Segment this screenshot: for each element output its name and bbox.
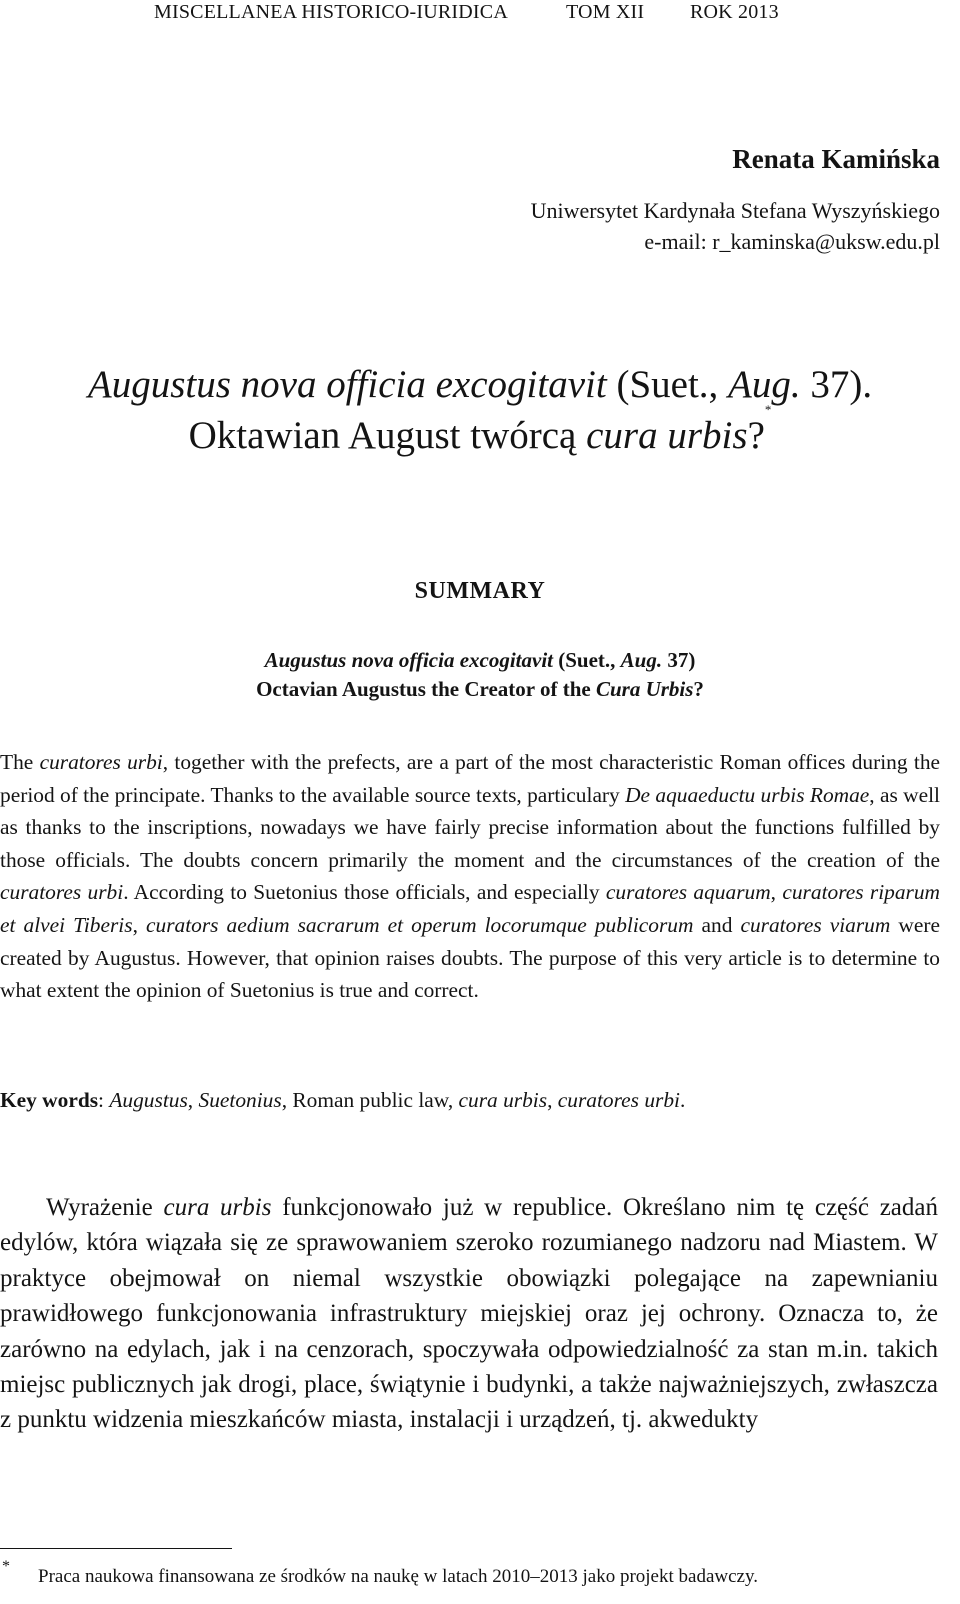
abstract-paragraph xyxy=(0,746,940,1007)
summary-title-line-2 xyxy=(0,677,960,702)
text-run: , xyxy=(547,1088,558,1112)
footnote-divider xyxy=(0,1548,232,1549)
footnote-text: Praca naukowa finansowana ze środków na naukę w latach 2010–2013 jako projekt badawczy. xyxy=(38,1566,758,1587)
summary-title2-roman: Octavian Augustus the Creator of the xyxy=(256,677,596,701)
text-run: , xyxy=(132,912,146,937)
keywords-label: Key words xyxy=(0,1088,99,1112)
text-run: funkcjonowało już w republice. Określano nim tę część zadań edylów, która wiązała się ze sprawowaniem szeroko rozumianego nadzoru nad Miastem. W praktyce obejmował on niemal wszystkie obowiązki polegające na zapewnianiu prawidłowego funkcjonowania infrastruktury miejskiej oraz jej ochrony. Oznacza to, że zarówno na edylach, jak i na cenzorach, spoczywała odpowiedzialność za stan m.in. takich miejsc publicznych jak drogi, place, świątynie i budynki, a także najważniejszych, zwłaszcza z punktu widzenia mieszkańców miasta, instalacji i urządzeń, tj. akwedukty xyxy=(0,1194,938,1434)
text-run: and xyxy=(693,912,741,937)
text-run: , Roman public law, xyxy=(281,1088,459,1112)
summary-title-line-1 xyxy=(0,648,960,673)
summary-title-italic: Augustus nova officia excogitavit xyxy=(264,648,553,672)
author-name: Renata Kamińska xyxy=(732,144,940,174)
text-run: Augustus xyxy=(109,1088,188,1112)
body-paragraph xyxy=(0,1190,938,1438)
title-line2-italic: cura urbis xyxy=(586,414,748,457)
text-run: Wyrażenie xyxy=(46,1194,164,1221)
text-run: De aquaeductu urbis Romae xyxy=(625,782,870,807)
summary-title-aug: Aug. xyxy=(620,648,663,672)
summary-title2-end: ? xyxy=(693,677,704,701)
text-run: . xyxy=(679,1088,686,1112)
article-title-line-2 xyxy=(0,402,960,458)
text-run: curatores aquarum xyxy=(605,880,771,905)
running-header xyxy=(0,0,960,30)
summary-title-end: 37) xyxy=(662,648,696,672)
text-run: cura urbis xyxy=(458,1088,548,1112)
summary-title2-italic: Cura Urbis xyxy=(595,677,694,701)
title-line2-roman: Oktawian August twórcą xyxy=(188,414,587,457)
title-aug: Aug. xyxy=(728,363,801,406)
text-run: cura urbis xyxy=(163,1194,272,1221)
text-run: curatores viarum xyxy=(740,912,891,937)
title-italic: Augustus nova officia excogitavit xyxy=(87,363,607,406)
keywords-line xyxy=(0,1088,940,1113)
text-run: The xyxy=(0,750,40,774)
title-footnote-mark: * xyxy=(764,402,772,417)
publication-year: ROK 2013 xyxy=(690,1,779,23)
title-line2-end: ? xyxy=(747,414,765,457)
author-affiliation: Uniwersytet Kardynała Stefana Wyszyńskiego xyxy=(530,198,940,223)
text-run: , together with the prefects, are a part of the most characteristic Roman offices during the period of the principate. Thanks to the available source texts, particulary xyxy=(0,750,941,807)
summary-heading: SUMMARY xyxy=(414,578,546,604)
text-run: curatores riparum et alvei Tiberis xyxy=(0,880,941,937)
text-run: , xyxy=(187,1088,199,1112)
author-email: e-mail: r_kaminska@uksw.edu.pl xyxy=(644,229,940,254)
text-run: curatores urbi xyxy=(0,880,124,905)
article-title-line-1 xyxy=(0,362,960,407)
journal-name: MISCELLANEA HISTORICO-IURIDICA xyxy=(154,1,508,23)
volume-number: TOM XII xyxy=(566,1,645,23)
text-run: , xyxy=(770,880,783,905)
text-run: curatores urbi xyxy=(557,1088,680,1112)
footnote-mark: * xyxy=(2,1558,10,1575)
text-run: curatores urbi xyxy=(39,750,163,774)
text-run: , as well as thanks to the inscriptions, nowadays we have fairly precise information about the functions fulfilled by those officials. The doubts concern primarily the moment and the circumstances of the creation of the xyxy=(0,782,940,872)
title-end: 37). xyxy=(800,363,873,406)
text-run: curators aedium sacrarum et operum locorumque publicorum xyxy=(146,912,694,937)
text-run: . According to Suetonius those officials, and especially xyxy=(123,880,606,905)
title-roman: (Suet., xyxy=(606,363,729,406)
summary-title-roman: (Suet., xyxy=(553,648,621,672)
text-run: Suetonius xyxy=(198,1088,282,1112)
text-run: were created by Augustus. However, that opinion raises doubts. The purpose of this very article is to determine to what extent the opinion of Suetonius is true and correct. xyxy=(0,912,940,1003)
text-run: : xyxy=(98,1088,110,1112)
keywords-list xyxy=(98,1088,685,1112)
